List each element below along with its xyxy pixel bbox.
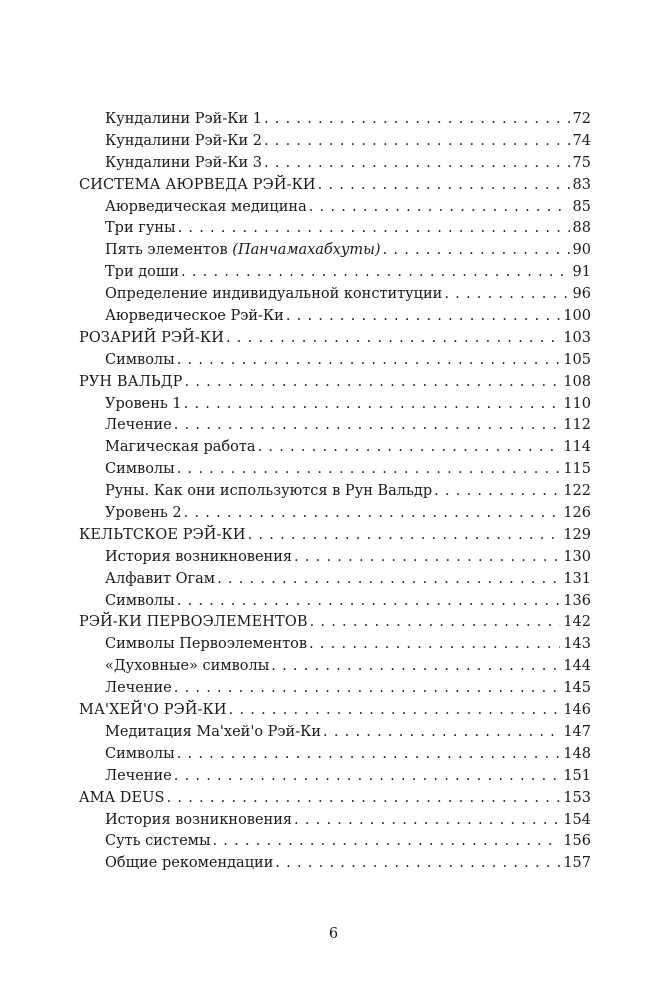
dot-leader: [434, 481, 560, 503]
toc-entry-title: [79, 153, 262, 175]
toc-entry-title-text: Уровень 2: [105, 505, 182, 522]
dot-leader: [264, 109, 570, 131]
dot-leader: [167, 788, 561, 810]
toc-entry-page-number: 110: [563, 395, 591, 412]
toc-entry-title-text: РОЗАРИЙ РЭЙ-КИ: [79, 329, 224, 346]
toc-subsection-entry: [79, 744, 591, 766]
toc-entry-title: [79, 262, 179, 284]
toc-entry-page-number: 75: [572, 154, 591, 171]
dot-leader: [177, 744, 561, 766]
dot-leader: [174, 415, 561, 437]
dot-leader: [309, 197, 570, 219]
toc-entry-title-text: Три гуны: [105, 220, 176, 237]
toc-entry-page-number: 153: [563, 789, 591, 806]
toc-subsection-entry: [79, 306, 591, 328]
dot-leader: [184, 503, 561, 525]
toc-entry-title-text: Символы: [105, 592, 175, 609]
toc-entry-page-number: 112: [563, 417, 591, 434]
dot-leader: [217, 569, 560, 591]
dot-leader: [310, 612, 561, 634]
toc-subsection-entry: [79, 831, 591, 853]
toc-entry-title-text: AMA DEUS: [79, 789, 165, 806]
toc-entry-page-number: 72: [572, 111, 591, 127]
toc-entry-title-text: Три доши: [105, 264, 180, 281]
page-number: 6: [328, 926, 339, 942]
toc-entry-title-text: Аюрведическая медицина: [105, 198, 307, 215]
toc-subsection-entry: [79, 569, 591, 591]
toc-entry-title: [79, 634, 307, 656]
toc-subsection-entry: [79, 634, 591, 656]
dot-leader: [264, 153, 570, 175]
toc-entry-page-number: 103: [563, 329, 591, 346]
toc-subsection-entry: [79, 547, 591, 569]
toc-subsection-entry: [79, 722, 591, 744]
toc-entry-page-number: 88: [572, 220, 591, 237]
toc-entry-title-text: Суть системы: [105, 833, 211, 850]
toc-entry-title: [79, 547, 292, 569]
toc-entry-title-text: Магическая работа: [105, 439, 256, 456]
toc-entry-title: [79, 131, 262, 153]
toc-section-entry: [79, 788, 591, 810]
toc-entry-title-text: Лечение: [105, 767, 172, 784]
toc-entry-page-number: 90: [572, 242, 591, 259]
toc-entry-title: [79, 656, 269, 678]
toc-entry-title-text: Пять элементов: [105, 242, 228, 259]
toc-entry-title: [79, 175, 316, 197]
toc-entry-page-number: 147: [563, 723, 591, 740]
toc-entry-title: [79, 569, 215, 591]
dot-leader: [275, 853, 560, 875]
toc-entry-title: [79, 437, 256, 459]
toc-entry-title: [79, 810, 292, 832]
dot-leader: [294, 547, 560, 569]
toc-entry-page-number: 154: [563, 811, 591, 828]
toc-entry-title-text: Символы: [105, 351, 175, 368]
toc-entry-page-number: 91: [572, 264, 591, 281]
toc-subsection-entry: [79, 350, 591, 372]
toc-entry-title-text: Кундалини Рэй-Ки 2: [105, 132, 262, 149]
toc-subsection-entry: [79, 284, 591, 306]
toc-entry-page-number: 108: [563, 373, 591, 390]
toc-section-entry: [79, 328, 591, 350]
dot-leader: [174, 766, 561, 788]
toc-entry-title-text: МА'ХЕЙ'О РЭЙ-КИ: [79, 702, 227, 719]
toc-entry-title-text: «Духовные» символы: [105, 658, 270, 675]
toc-section-entry: [79, 175, 591, 197]
toc-entry-title: [79, 240, 381, 262]
dot-leader: [309, 634, 560, 656]
toc-entry-title-text: Лечение: [105, 417, 172, 434]
toc-entry-title: [79, 109, 262, 131]
toc-entry-title: [79, 459, 175, 481]
toc-entry-page-number: 129: [563, 526, 591, 543]
toc-entry-title: [79, 591, 175, 613]
dot-leader: [383, 240, 570, 262]
dot-leader: [177, 459, 561, 481]
toc-entry-title-text: История возникновения: [105, 548, 293, 565]
toc-subsection-entry: [79, 853, 591, 875]
toc-entry-title: [79, 612, 308, 634]
toc-entry-title-text: Определение индивидуальной конституции: [105, 286, 443, 303]
toc-subsection-entry: [79, 591, 591, 613]
dot-leader: [271, 656, 560, 678]
toc-subsection-entry: [79, 656, 591, 678]
dot-leader: [294, 810, 560, 832]
toc-entry-title-text: Лечение: [105, 680, 172, 697]
toc-subsection-entry: [79, 197, 591, 219]
toc-entry-page-number: 157: [563, 855, 591, 872]
dot-leader: [318, 175, 570, 197]
toc-entry-title: [79, 831, 210, 853]
toc-entry-page-number: 146: [563, 702, 591, 719]
toc-entry-title: [79, 197, 307, 219]
dot-leader: [185, 372, 561, 394]
toc-entry-page-number: 83: [572, 176, 591, 193]
toc-entry-page-number: 145: [563, 680, 591, 697]
dot-leader: [226, 328, 560, 350]
dot-leader: [264, 131, 570, 153]
toc-subsection-entry: [79, 766, 591, 788]
toc-entry-title: [79, 700, 227, 722]
toc-entry-title-text: Символы Первоэлементов: [105, 636, 308, 653]
toc-entry-title: [79, 306, 284, 328]
toc-subsection-entry: [79, 810, 591, 832]
toc-subsection-entry: [79, 481, 591, 503]
toc-entry-title-text: Алфавит Огам: [105, 570, 216, 587]
toc-subsection-entry: [79, 262, 591, 284]
toc-entry-page-number: 144: [563, 658, 591, 675]
toc-entry-page-number: 136: [563, 592, 591, 609]
toc-entry-title: [79, 503, 182, 525]
toc-entry-title-text: СИСТЕМА АЮРВЕДА РЭЙ-КИ: [79, 176, 316, 193]
dot-leader: [258, 437, 561, 459]
dot-leader: [174, 678, 561, 700]
toc-entry-title: [79, 722, 321, 744]
dot-leader: [229, 700, 561, 722]
toc-entry-title: [79, 284, 442, 306]
toc-entry-title-text: Медитация Ма'хей'о Рэй-Ки: [105, 723, 321, 740]
toc-entry-title: [79, 394, 182, 416]
toc-entry-page-number: 100: [563, 308, 591, 325]
toc-entry-title: [79, 218, 176, 240]
dot-leader: [248, 525, 561, 547]
toc-entry-page-number: 130: [563, 548, 591, 565]
toc-entry-page-number: 122: [563, 483, 591, 500]
toc-subsection-entry: [79, 394, 591, 416]
toc-entry-title: [79, 481, 432, 503]
toc-entry-title: [79, 415, 172, 437]
toc-entry-title: [79, 853, 273, 875]
toc-section-entry: [79, 612, 591, 634]
toc-subsection-entry: [79, 240, 591, 262]
dot-leader: [286, 306, 560, 328]
toc-entry-page-number: 126: [563, 505, 591, 522]
toc-entry-page-number: 151: [563, 767, 591, 784]
toc-entry-page-number: 131: [563, 570, 591, 587]
toc-entry-title: [79, 788, 165, 810]
toc-entry-title-italic: (Панчамахабхуты): [232, 242, 381, 259]
toc-entry-title-text: История возникновения: [105, 811, 293, 828]
dot-leader: [178, 218, 570, 240]
toc-entry-title-text: Символы: [105, 745, 175, 762]
toc-entry-title-text: Аюрведическое Рэй-Ки: [105, 308, 284, 325]
toc-entry-title-text: Общие рекомендации: [105, 855, 274, 872]
toc-subsection-entry: [79, 678, 591, 700]
toc-entry-title-text: Кундалини Рэй-Ки 3: [105, 154, 262, 171]
toc-entry-page-number: 85: [572, 198, 591, 215]
toc-entry-page-number: 115: [563, 461, 591, 478]
toc-subsection-entry: [79, 131, 591, 153]
toc-entry-title-text: КЕЛЬТСКОЕ РЭЙ-КИ: [79, 526, 246, 543]
dot-leader: [323, 722, 560, 744]
toc-section-entry: [79, 700, 591, 722]
toc-entry-title-text: Уровень 1: [105, 395, 182, 412]
toc-entry-title-text: РЭЙ-КИ ПЕРВОЭЛЕМЕНТОВ: [79, 614, 308, 631]
toc-entry-page-number: 96: [572, 286, 591, 303]
toc-entry-page-number: 143: [563, 636, 591, 653]
toc-entry-page-number: 74: [572, 132, 591, 149]
dot-leader: [181, 262, 570, 284]
dot-leader: [177, 591, 561, 613]
toc-entry-title-text: Руны. Как они используются в Рун Вальдр: [105, 483, 433, 500]
toc-entry-title: [79, 766, 172, 788]
toc-entry-title-text: Символы: [105, 461, 175, 478]
toc-entry-title: [79, 328, 224, 350]
toc-entry-title: [79, 678, 172, 700]
toc-subsection-entry: [79, 218, 591, 240]
toc-subsection-entry: [79, 415, 591, 437]
table-of-contents: [79, 109, 591, 875]
toc-subsection-entry: [79, 109, 591, 131]
toc-subsection-entry: [79, 459, 591, 481]
toc-entry-title-text: РУН ВАЛЬДР: [79, 373, 183, 390]
dot-leader: [184, 394, 561, 416]
toc-entry-page-number: 142: [563, 614, 591, 631]
toc-subsection-entry: [79, 153, 591, 175]
toc-section-entry: [79, 372, 591, 394]
toc-subsection-entry: [79, 503, 591, 525]
dot-leader: [177, 350, 561, 372]
toc-entry-title: [79, 350, 175, 372]
toc-entry-title: [79, 372, 183, 394]
toc-section-entry: [79, 525, 591, 547]
toc-entry-title-text: Кундалини Рэй-Ки 1: [105, 111, 262, 127]
toc-entry-page-number: 105: [563, 351, 591, 368]
dot-leader: [444, 284, 569, 306]
dot-leader: [212, 831, 560, 853]
toc-subsection-entry: [79, 437, 591, 459]
toc-entry-page-number: 148: [563, 745, 591, 762]
toc-entry-page-number: 156: [563, 833, 591, 850]
toc-entry-title: [79, 525, 246, 547]
toc-entry-page-number: 114: [563, 439, 591, 456]
toc-entry-title: [79, 744, 175, 766]
